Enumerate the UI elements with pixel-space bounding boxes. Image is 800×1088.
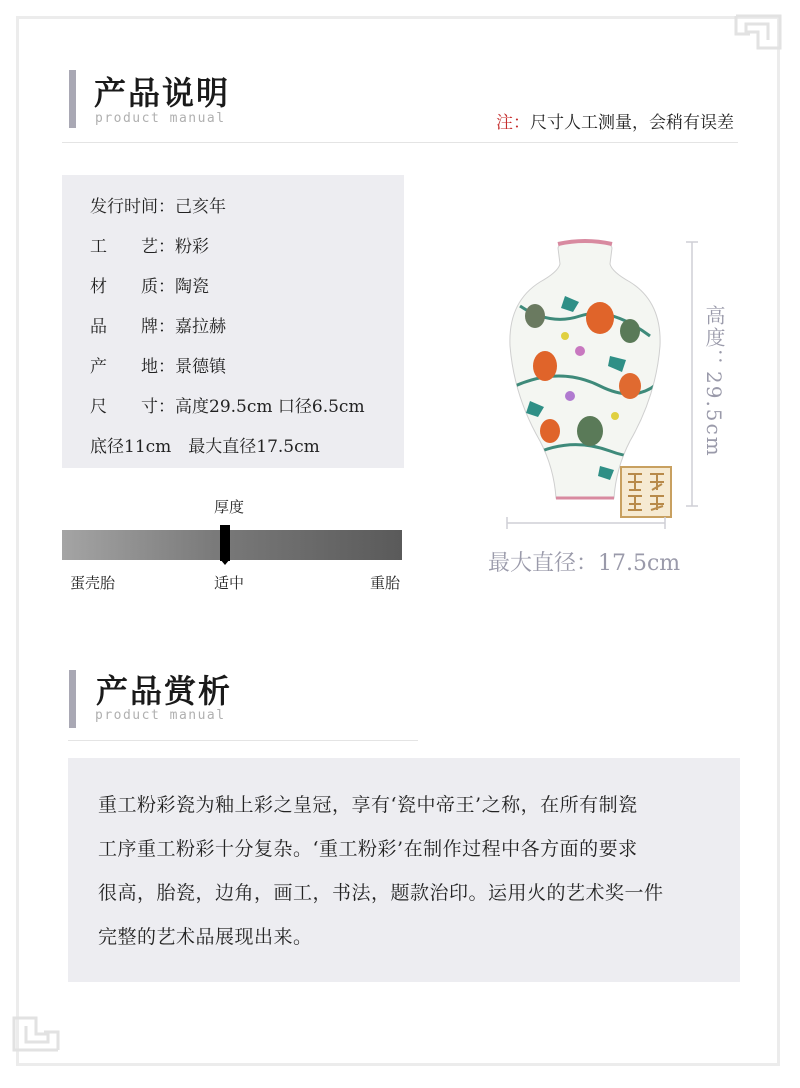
spec-panel — [62, 175, 404, 468]
appreciation-line: 工序重工粉彩十分复杂。‘重工粉彩’在制作过程中各方面的要求 — [98, 838, 638, 860]
section-title-appreciation: 产品赏析 — [96, 672, 233, 710]
thickness-label-medium: 适中 — [214, 574, 245, 592]
section-accent-bar — [69, 670, 76, 728]
thickness-label-heavy: 重胎 — [370, 574, 401, 592]
diameter-dimension-label: 最大直径：17.5cm — [488, 551, 681, 576]
appreciation-line: 完整的艺术品展现出来。 — [98, 926, 313, 948]
section-subtitle: product manual — [95, 111, 226, 126]
section-divider — [68, 740, 418, 741]
spec-row-brand: 品 牌：嘉拉赫 — [90, 317, 226, 337]
note-text: 尺寸人工测量，会稍有误差 — [530, 113, 734, 133]
corner-ornament-top-right-icon — [734, 14, 782, 50]
thickness-title: 厚度 — [214, 498, 245, 516]
appreciation-line: 重工粉彩瓷为釉上彩之皇冠，享有‘瓷中帝王’之称，在所有制瓷 — [98, 794, 638, 816]
thickness-scale-bar — [62, 530, 402, 560]
spec-row-material: 材 质：陶瓷 — [90, 277, 209, 297]
height-dimension-line — [684, 240, 700, 508]
spec-row-craft: 工 艺：粉彩 — [90, 237, 209, 257]
section-accent-bar — [69, 70, 76, 128]
spec-row-size: 尺 寸：高度29.5cm 口径6.5cm — [90, 397, 365, 417]
thickness-marker-tip — [220, 559, 230, 565]
appreciation-line: 很高，胎瓷，边角，画工，书法，题款治印。运用火的艺术奖一件 — [98, 882, 664, 904]
diameter-dimension-line — [505, 516, 667, 530]
thickness-label-eggshell: 蛋壳胎 — [70, 574, 116, 592]
note-prefix: 注： — [496, 113, 530, 133]
section-divider — [62, 142, 738, 143]
spec-row-origin: 产 地：景德镇 — [90, 357, 226, 377]
appreciation-panel — [68, 758, 740, 982]
measurement-note — [496, 108, 734, 133]
corner-ornament-bottom-left-icon — [12, 1016, 60, 1052]
seal-mark-icon — [622, 468, 670, 516]
section-title-product-manual: 产品说明 — [94, 74, 231, 112]
thickness-marker — [220, 525, 230, 561]
spec-row-issue-time: 发行时间：己亥年 — [90, 197, 226, 217]
spec-row-size-extra: 底径11cm 最大直径17.5cm — [90, 437, 320, 457]
height-dimension-label: 高度：29.5cm — [702, 305, 726, 458]
section-subtitle: product manual — [95, 708, 226, 723]
reign-seal-mark — [620, 466, 672, 518]
